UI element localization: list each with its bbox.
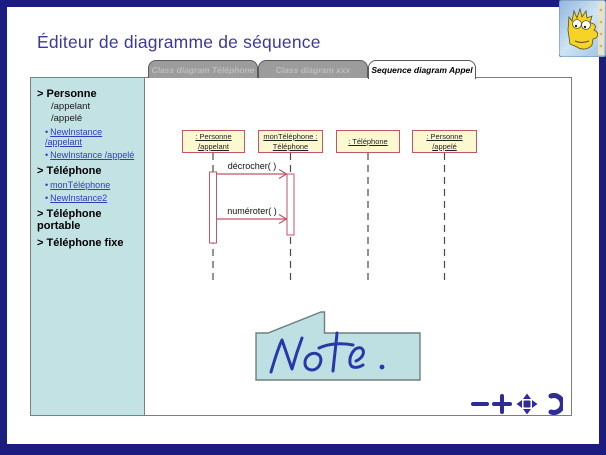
lifeline-role: Téléphone	[272, 141, 309, 151]
bullet-icon: •	[45, 127, 49, 137]
tree-link-newinstance-appelant[interactable]	[45, 127, 141, 147]
model-tree-sidebar	[31, 78, 145, 415]
lifeline-role: /appelé	[432, 141, 457, 151]
link-label: NewInstance2	[50, 193, 108, 203]
link-label: NewInstance /appelé	[50, 150, 135, 160]
zoom-out-button[interactable]	[469, 393, 491, 415]
tree-link-newinstance-appele[interactable]	[45, 150, 141, 160]
tree-link-montelephone[interactable]	[45, 180, 141, 190]
lifeline-head-montelephone[interactable]	[258, 130, 323, 153]
bullet-icon: •	[45, 180, 49, 190]
move-icon	[516, 393, 538, 415]
page-title: Éditeur de diagramme de séquence	[37, 32, 321, 52]
lifeline-role: /appelant	[198, 141, 229, 151]
message-numeroter[interactable]: numéroter( )	[227, 206, 277, 216]
tree-node-telephone-portable[interactable]: > Téléphone portable	[37, 208, 102, 232]
bullet-icon: •	[45, 150, 49, 160]
plus-icon	[491, 393, 513, 415]
tab-label: Class diagram Téléphone	[151, 64, 255, 75]
link-label: monTéléphone	[50, 180, 111, 190]
lifeline-head-personne-appele[interactable]	[412, 130, 477, 153]
minus-icon	[469, 393, 491, 415]
zoom-in-button[interactable]	[491, 393, 513, 415]
bart-cartoon-image	[559, 0, 606, 57]
message-decrocher[interactable]: décrocher( )	[227, 161, 277, 171]
tab-class-diagram-telephone[interactable]	[148, 60, 258, 78]
rotate-icon	[541, 393, 563, 415]
lifeline-head-telephone[interactable]	[336, 130, 400, 153]
pan-move-button[interactable]	[516, 393, 538, 415]
tab-label: Sequence diagram Appel	[371, 65, 473, 75]
lifeline-name: : Personne	[195, 132, 232, 141]
tree-item-appele[interactable]: /appelé	[51, 113, 83, 124]
tab-sequence-diagram-appel[interactable]	[368, 60, 476, 79]
tree-node-telephone[interactable]: > Téléphone	[37, 165, 102, 177]
tree-item-appelant[interactable]: /appelant	[51, 101, 91, 112]
rotate-button[interactable]	[541, 393, 563, 415]
tree-node-personne[interactable]: > Personne	[37, 88, 97, 100]
tree-node-telephone-fixe[interactable]: > Téléphone fixe	[37, 237, 124, 249]
lifeline-head-personne-appelant[interactable]	[182, 130, 245, 153]
tab-class-diagram-xxx[interactable]	[258, 60, 368, 78]
link-label: NewInstance /appelant	[45, 127, 103, 147]
lifeline-name: monTéléphone :	[263, 132, 318, 141]
bullet-icon: •	[45, 193, 49, 203]
lifeline-name: : Téléphone	[348, 136, 388, 146]
lifeline-name: : Personne	[426, 132, 463, 141]
tree-link-newinstance2[interactable]	[45, 193, 141, 203]
tab-label: Class diagram xxx	[275, 64, 351, 75]
